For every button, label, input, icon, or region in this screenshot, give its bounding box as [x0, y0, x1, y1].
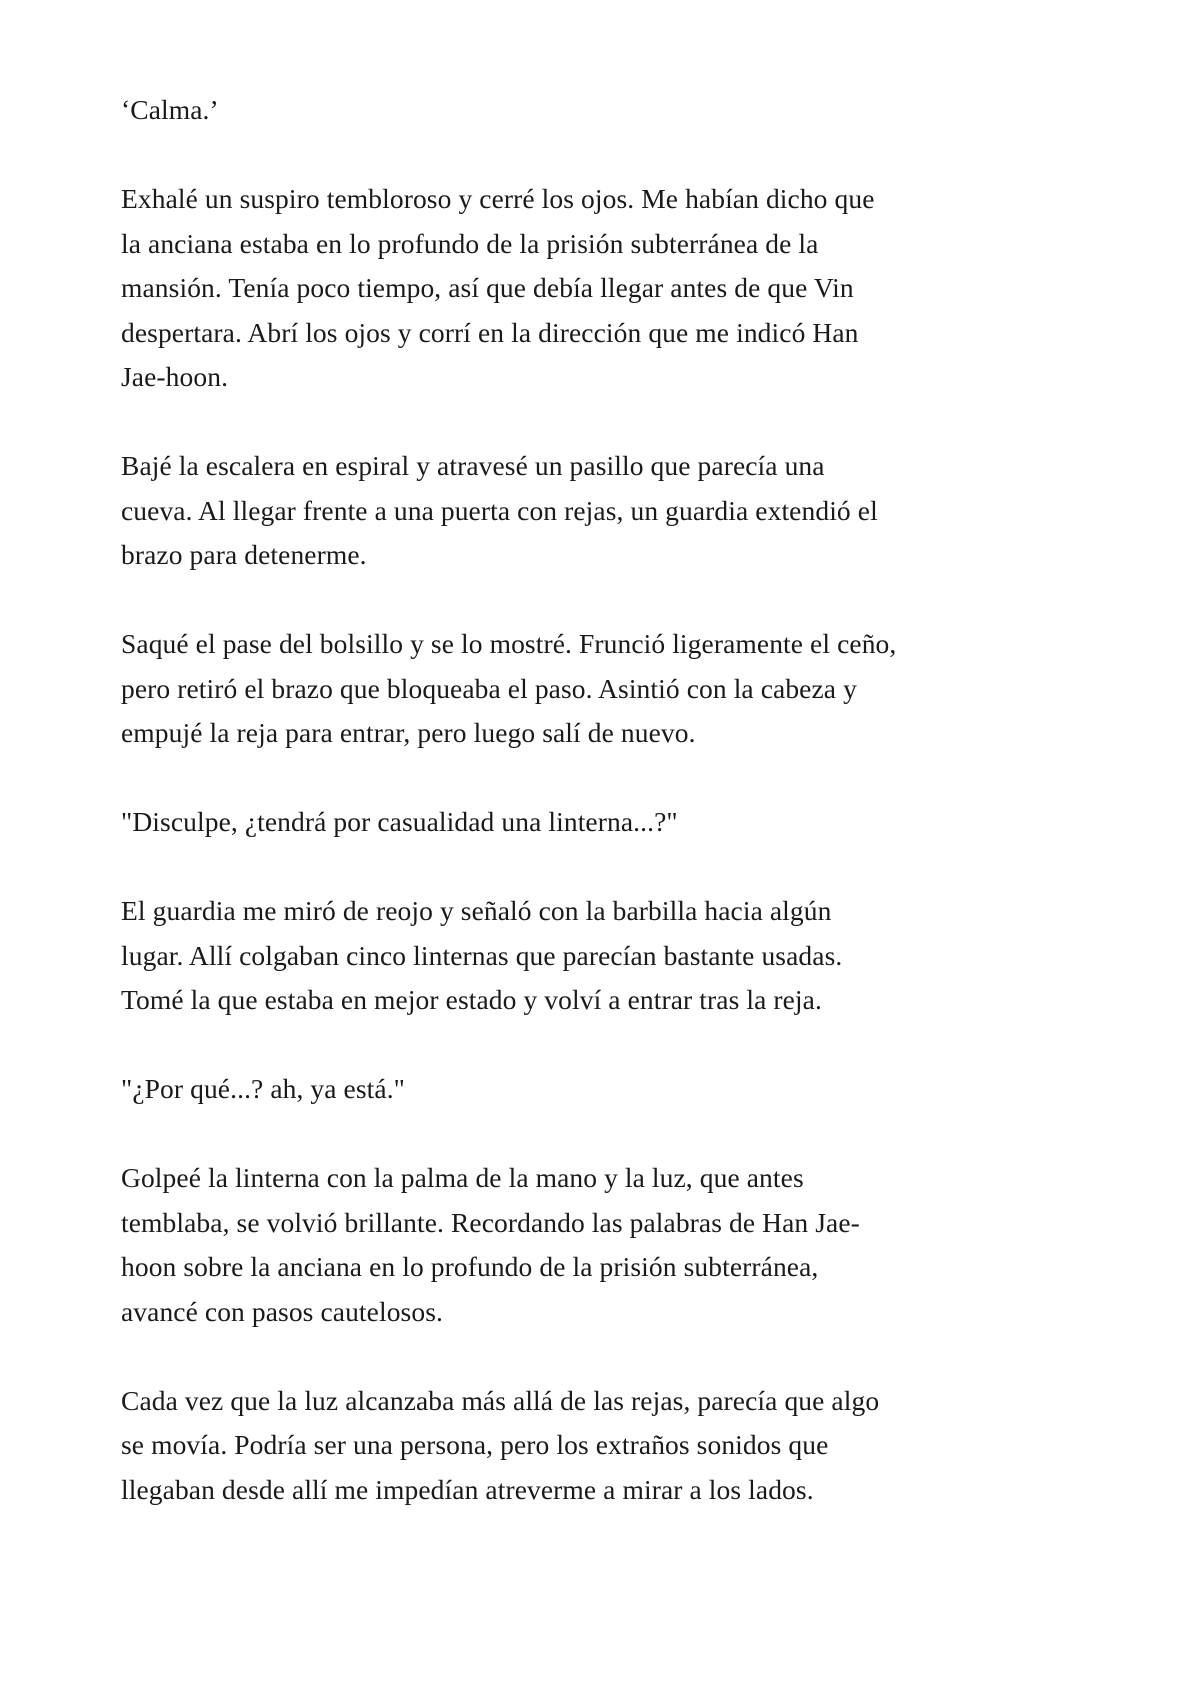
text-line: la anciana estaba en lo profundo de la prisión subterránea de la	[121, 227, 819, 259]
text-line: empujé la reja para entrar, pero luego salí de nuevo.	[121, 717, 696, 748]
text-line: Cada vez que la luz alcanzaba más allá de las rejas, parecía que algo	[121, 1384, 880, 1416]
text-line: Golpeé la linterna con la palma de la mano y la luz, que antes	[121, 1162, 804, 1193]
text-line: El guardia me miró de reojo y señaló con la barbilla hacia algún	[121, 895, 832, 926]
text-line: pero retiró el brazo que bloqueaba el paso. Asintió con la cabeza y	[121, 672, 857, 704]
document-page	[121, 88, 1101, 1557]
text-line: Exhalé un suspiro tembloroso y cerré los ojos. Me habían dicho que	[121, 183, 875, 214]
text-line: Saqué el pase del bolsillo y se lo mostré. Frunció ligeramente el ceño,	[121, 628, 897, 659]
text-line: llegaban desde allí me impedían atreverme a mirar a los lados.	[121, 1473, 814, 1505]
paragraph-narration	[121, 1156, 1101, 1334]
paragraph-narration	[121, 889, 1101, 1023]
text-line: lugar. Allí colgaban cinco linternas que parecían bastante usadas.	[121, 939, 843, 971]
text-line: "¿Por qué...? ah, ya está."	[121, 1073, 406, 1104]
text-line: "Disculpe, ¿tendrá por casualidad una linterna...?"	[121, 806, 678, 837]
text-line: ‘Calma.’	[121, 94, 219, 125]
text-line: cueva. Al llegar frente a una puerta con rejas, un guardia extendió el	[121, 494, 878, 526]
paragraph-narration	[121, 444, 1101, 578]
text-line: mansión. Tenía poco tiempo, así que debía llegar antes de que Vin	[121, 272, 854, 303]
text-line: despertara. Abrí los ojos y corrí en la dirección que me indicó Han	[121, 316, 859, 348]
text-line: avancé con pasos cautelosos.	[121, 1295, 443, 1327]
paragraph-thought	[121, 88, 1101, 133]
paragraph-narration	[121, 1379, 1101, 1513]
text-line: Bajé la escalera en espiral y atravesé un pasillo que parecía una	[121, 450, 825, 481]
text-line: Tomé la que estaba en mejor estado y volví a entrar tras la reja.	[121, 984, 822, 1015]
text-line: Jae-hoon.	[121, 361, 229, 392]
text-line: se movía. Podría ser una persona, pero los extraños sonidos que	[121, 1429, 829, 1460]
paragraph-dialogue	[121, 1067, 1101, 1112]
text-line: brazo para detenerme.	[121, 539, 367, 570]
paragraph-narration	[121, 622, 1101, 756]
paragraph-dialogue	[121, 800, 1101, 845]
paragraph-narration	[121, 177, 1101, 400]
text-line: temblaba, se volvió brillante. Recordando las palabras de Han Jae-	[121, 1206, 860, 1238]
text-line: hoon sobre la anciana en lo profundo de la prisión subterránea,	[121, 1251, 819, 1282]
